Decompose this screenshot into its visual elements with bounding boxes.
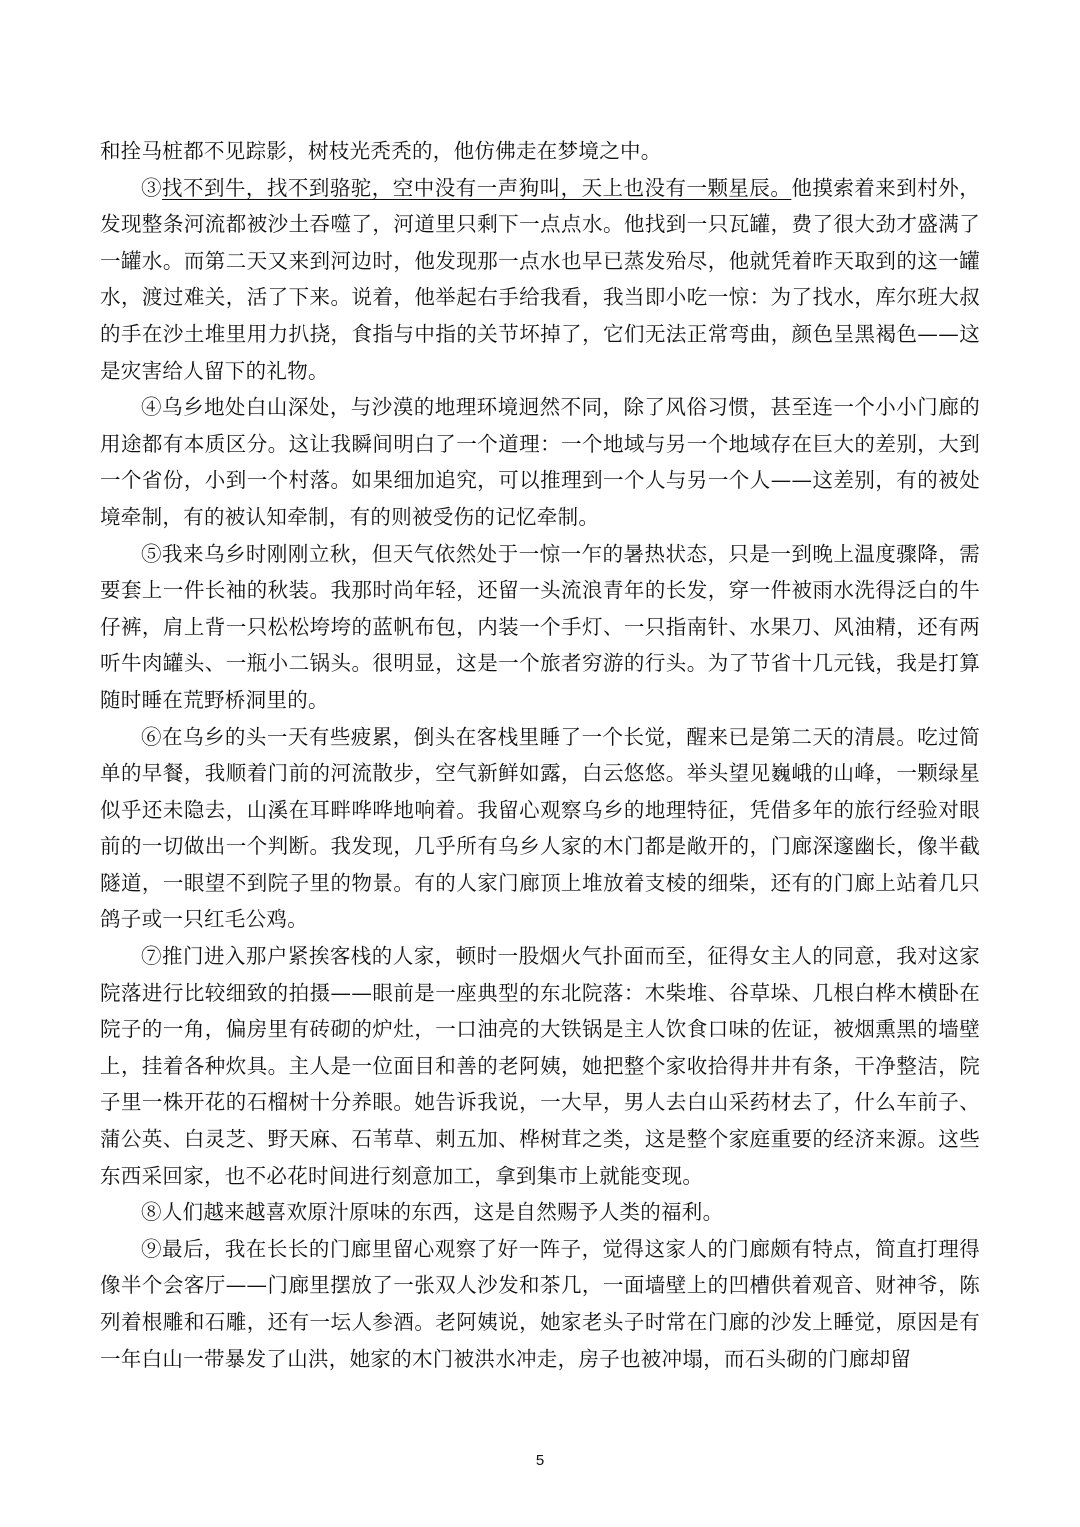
paragraph-8: ⑧人们越来越喜欢原汁原味的东西，这是自然赐予人类的福利。 [141,1200,724,1225]
paragraph-continuation: 和拴马桩都不见踪影，树枝光秃秃的，他仿佛走在梦境之中。 [100,139,662,163]
paragraph-4: ④乌乡地处白山深处，与沙漠的地理环境迥然不同，除了风俗习惯，甚至连一个小小门廊的用途都有本质区分。这让我瞬间明白了一个道理：一个地域与另一个地域存在巨大的差别，大到一个省份，小到一个村落。如果细加追究，可以推理到一个人与另一个人——这差别，有的被处境牵制，有的被认知牵制，有的则被受伤的记忆牵制。 [100,395,980,529]
document-body [100,133,980,1377]
paragraph-number: ③ [141,175,162,200]
paragraph-6: ⑥在乌乡的头一天有些疲累，倒头在客栈里睡了一个长觉，醒来已是第二天的清晨。吃过简单的早餐，我顺着门前的河流散步，空气新鲜如露，白云悠悠。举头望见巍峨的山峰，一颗绿星似乎还未隐去，山溪在耳畔哗哗地响着。我留心观察乌乡的地理特征，凭借多年的旅行经验对眼前的一切做出一个判断。我发现，几乎所有乌乡人家的木门都是敞开的，门廊深邃幽长，像半截隧道，一眼望不到院子里的物景。有的人家门廊顶上堆放着支棱的细柴，还有的门廊上站着几只鸽子或一只红毛公鸡。 [100,724,980,932]
paragraph-7: ⑦推门进入那户紧挨客栈的人家，顿时一股烟火气扑面而至，征得女主人的同意，我对这家院落进行比较细致的拍摄——眼前是一座典型的东北院落：木柴堆、谷草垛、几根白桦木横卧在院子的一角，偏房里有砖砌的炉灶，一口油亮的大铁锅是主人饮食口味的佐证，被烟熏黑的墙壁上，挂着各种炊具。主人是一位面目和善的老阿姨，她把整个家收拾得井井有条，干净整洁，院子里一株开花的石榴树十分养眼。她告诉我说，一大早，男人去白山采药材去了，什么车前子、蒲公英、白灵芝、野天麻、石苇草、刺五加、桦树茸之类，这是整个家庭重要的经济来源。这些东西采回家，也不必花时间进行刻意加工，拿到集市上就能变现。 [100,944,980,1188]
underlined-sentence: 找不到牛，找不到骆驼，空中没有一声狗叫，天上也没有一颗星辰。 [161,175,792,200]
page-number: 5 [535,1452,545,1469]
paragraph-9: ⑨最后，我在长长的门廊里留心观察了好一阵子，觉得这家人的门廊颇有特点，简直打理得像半个会客厅——门廊里摆放了一张双人沙发和茶几，一面墙壁上的凹槽供着观音、财神爷，陈列着根雕和石雕，还有一坛人参酒。老阿姨说，她家老头子时常在门廊的沙发上睡觉，原因是有一年白山一带暴发了山洪，她家的木门被洪水冲走，房子也被冲塌，而石头砌的门廊却留 [100,1236,980,1371]
paragraph-5: ⑤我来乌乡时刚刚立秋，但天气依然处于一惊一乍的暑热状态，只是一到晚上温度骤降，需要套上一件长袖的秋装。我那时尚年轻，还留一头流浪青年的长发，穿一件被雨水洗得泛白的牛仔裤，肩上背一只松松垮垮的蓝帆布包，内装一个手灯、一只指南针、水果刀、风油精，还有两听牛肉罐头、一瓶小二锅头。很明显，这是一个旅者穷游的行头。为了节省十几元钱，我是打算随时睡在荒野桥洞里的。 [100,541,980,712]
paragraph-text: 他摸索着来到村外，发现整条河流都被沙土吞噬了，河道里只剩下一点点水。他找到一只瓦罐，费了很大劲才盛满了一罐水。而第二天又来到河边时，他发现那一点水也早已蒸发殆尽，他就凭着昨天取到的这一罐水，渡过难关，活了下来。说着，他举起右手给我看，我当即小吃一惊：为了找水，库尔班大叔的手在沙土堆里用力扒挠，食指与中指的关节坏掉了，它们无法正常弯曲，颜色呈黑褐色——这是灾害给人留下的礼物。 [100,175,980,383]
paragraph-3 [100,170,980,390]
